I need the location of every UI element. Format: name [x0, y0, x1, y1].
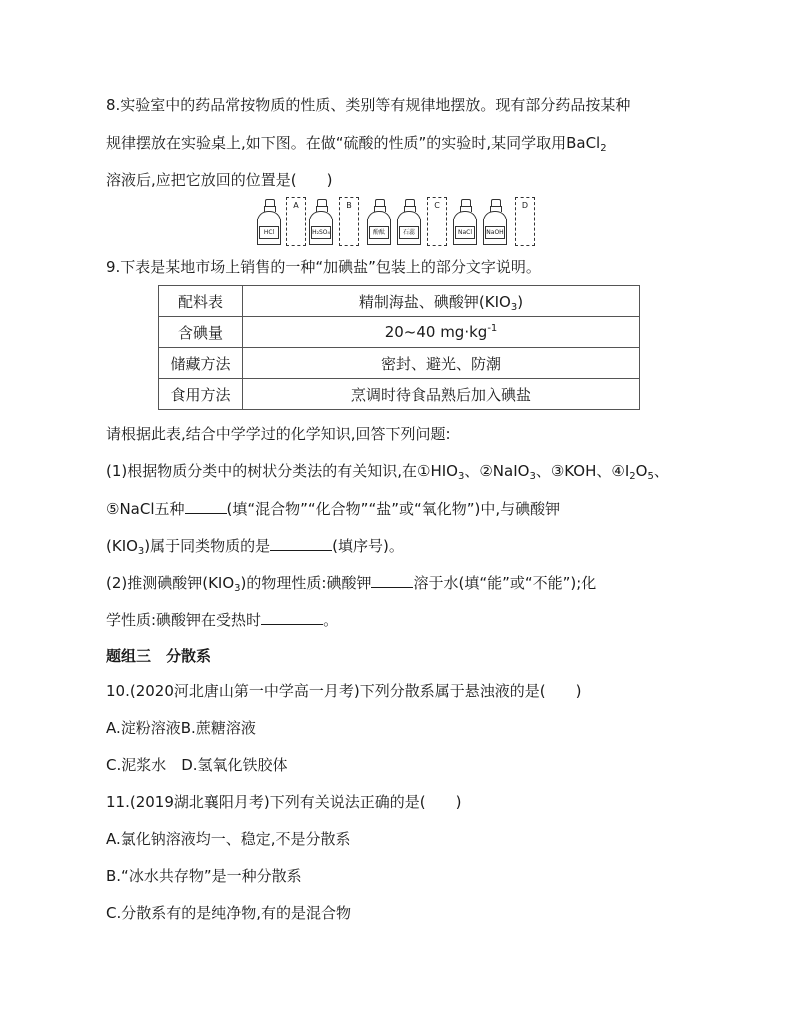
bottle-arrangement-figure — [256, 197, 541, 247]
q9-part2-line-1: (2)推测碘酸钾$(KIO_3)$的物理性质:碘酸钾 溶于水(填“能”或“不能”);化 — [106, 574, 597, 594]
q9-prompt: 请根据此表,结合中学学过的化学知识,回答下列问题: — [106, 425, 451, 443]
q10-options-cd: C.泥浆水 D.氢氧化铁胶体 — [106, 756, 288, 774]
answer-blank[interactable] — [185, 498, 227, 514]
table-value: 密封、避光、防潮 — [243, 348, 640, 379]
bottle-nacl — [452, 197, 478, 247]
q9-part1-line-2: ⑤NaCl五种 (填“混合物”“化合物”“盐”或“氧化物”)中,与碘酸钾 — [106, 500, 561, 518]
q9-part2-line-2: 学性质:碘酸钾在受热时 。 — [106, 611, 339, 629]
table-row — [159, 286, 640, 317]
slot-b: B — [339, 197, 359, 246]
q9-intro: 9.下表是某地市场上销售的一种“加碘盐”包装上的部分文字说明。 — [106, 258, 541, 276]
table-key: 食用方法 — [159, 379, 243, 410]
bottle-phenolphthalein — [366, 197, 392, 247]
q11-stem: 11.(2019湖北襄阳月考)下列有关说法正确的是( ) — [106, 793, 462, 811]
q9-part1-line-3: $(KIO_3)$属于同类物质的是 (填序号)。 — [106, 537, 404, 557]
q11-option-b: B.“冰水共存物”是一种分散系 — [106, 867, 302, 885]
q8-stem-line-3: 溶液后,应把它放回的位置是( ) — [106, 171, 333, 189]
bottle-label: NaOH — [485, 226, 505, 239]
slot-a: A — [286, 197, 306, 246]
table-key: 配料表 — [159, 286, 243, 317]
table-value: 精制海盐、碘酸钾$(KIO_3)$ — [243, 286, 640, 317]
bottle-hcl — [256, 197, 282, 247]
bottle-label: H₂SO₄ — [311, 226, 331, 239]
bottle-h2so4 — [308, 197, 334, 247]
q11-option-c: C.分散系有的是纯净物,有的是混合物 — [106, 904, 352, 922]
q8-stem-line-2: 规律摆放在实验桌上,如下图。在做“硫酸的性质”的实验时,某同学取用BaCl$_2$ — [106, 134, 607, 154]
table-value: 烹调时待食品熟后加入碘盐 — [243, 379, 640, 410]
q9-part1-line-1: (1)根据物质分类中的树状分类法的有关知识,在$①HIO_3$、②NaIO$_3$、③KOH、$④I_2O_5$、 — [106, 462, 669, 482]
bottle-label: NaCl — [455, 226, 475, 239]
q10-options-ab: A.淀粉溶液B.蔗糖溶液 — [106, 719, 256, 737]
answer-blank[interactable] — [261, 609, 323, 625]
table-row — [159, 379, 640, 410]
table-row — [159, 317, 640, 348]
table-key: 储藏方法 — [159, 348, 243, 379]
table-value: 20~40 $mg\cdot kg^{-1}$ — [243, 317, 640, 348]
bottle-label: HCl — [259, 226, 279, 239]
bottle-naoh — [482, 197, 508, 247]
bottle-litmus — [396, 197, 422, 247]
bottle-label: 石蕊 — [399, 226, 419, 239]
slot-d: D — [515, 197, 535, 246]
answer-blank[interactable] — [270, 535, 332, 551]
slot-c: C — [427, 197, 447, 246]
q8-stem-line-1: 8.实验室中的药品常按物质的性质、类别等有规律地摆放。现有部分药品按某种 — [106, 96, 631, 114]
table-row — [159, 348, 640, 379]
q11-option-a: A.氯化钠溶液均一、稳定,不是分散系 — [106, 830, 351, 848]
table-key: 含碘量 — [159, 317, 243, 348]
q10-stem: 10.(2020河北唐山第一中学高一月考)下列分散系属于悬浊液的是( ) — [106, 682, 582, 700]
bottle-label: 酚酞 — [369, 226, 389, 239]
section-title: 题组三 分散系 — [106, 647, 212, 665]
salt-info-table — [158, 285, 640, 410]
answer-blank[interactable] — [371, 572, 413, 588]
